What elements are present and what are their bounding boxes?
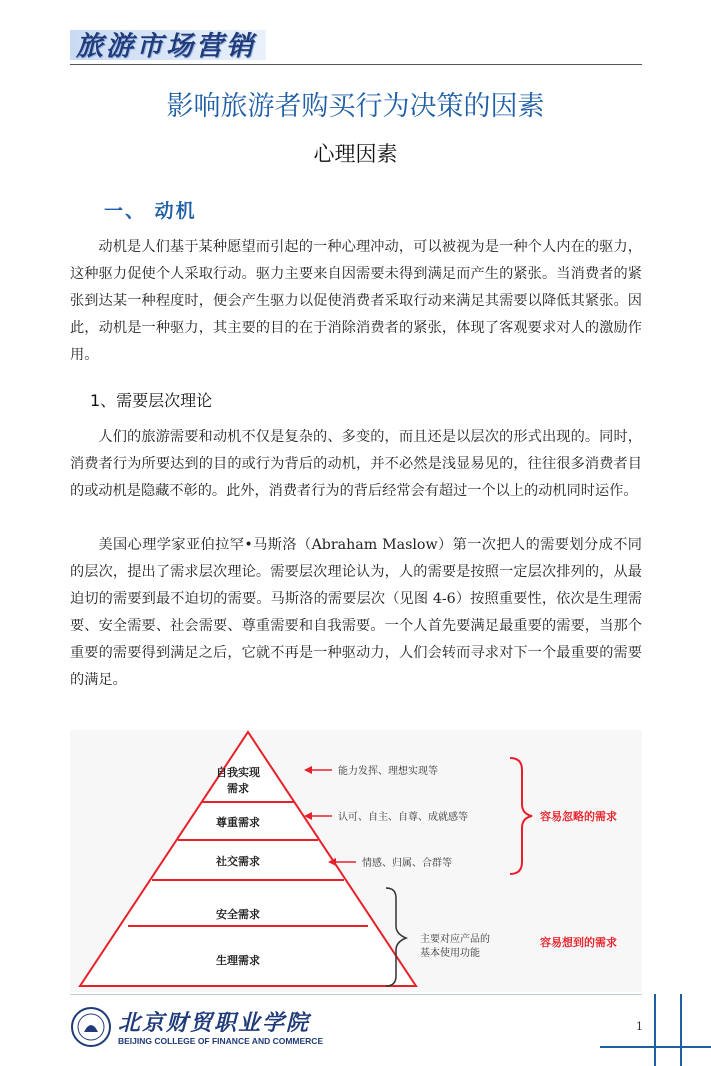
annotation-self: 能力发挥、理想实现等 (338, 766, 438, 777)
sub-heading: 1、需要层次理论 (90, 391, 213, 410)
corner-decoration (680, 994, 682, 1066)
lower-group-label: 容易想到的需求 (540, 936, 617, 949)
level-label-self-actualization-2: 需求 (227, 782, 249, 795)
level-label-self-actualization: 自我实现 (216, 766, 260, 779)
lower-note-line2: 基本使用功能 (420, 948, 480, 959)
paragraph-needs: 人们的旅游需要和动机不仅是复杂的、多变的，而且还是以层次的形式出现的。同时，消费者行为所要达到的目的或行为背后的动机，并不必然是浅显易见的，往往很多消费者目的或动机是隐藏不彰的。此外，消费者行为的背后经常会有超过一个以上的动机同时运作。 (70, 429, 642, 499)
section-heading: 一、 动机 (104, 200, 197, 222)
corner-decoration (654, 994, 656, 1066)
annotation-social: 情感、归属、合群等 (362, 858, 452, 869)
school-name-en: BEIJING COLLEGE OF FINANCE AND COMMERCE (118, 1036, 324, 1046)
header-title: 旅游市场营销 (76, 31, 256, 62)
level-label-physiological: 生理需求 (216, 954, 260, 967)
maslow-pyramid-figure (70, 730, 642, 992)
school-logo-icon (70, 1006, 112, 1048)
level-label-social: 社交需求 (216, 855, 260, 868)
level-label-safety: 安全需求 (216, 908, 260, 921)
upper-brace (510, 758, 532, 874)
arrow-head-icon (304, 766, 312, 774)
page-subtitle: 心理因素 (313, 142, 398, 166)
header-divider (70, 64, 642, 65)
annotation-esteem: 认可、自主、自尊、成就感等 (338, 812, 468, 823)
page-title: 影响旅游者购买行为决策的因素 (166, 91, 545, 122)
pyramid-diagram (70, 730, 642, 992)
paragraph-maslow: 美国心理学家亚伯拉罕•马斯洛（Abraham Maslow）第一次把人的需要划分成不同的层次，提出了需求层次理论。需要层次理论认为，人的需要是按照一定层次排列的，从最迫切的需要到最不迫切的需要。马斯洛的需要层次（见图 4-6）按照重要性，依次是生理需要、安全需要、社会需要、尊重需要和自我需要。一个人首先要满足最重要的需要，当那个重要的需要得到满足之后，它就不再是一种驱动力，人们会转而寻求对下一个最重要的需要的满足。 (70, 537, 642, 688)
upper-group-label: 容易忽略的需求 (540, 810, 617, 823)
page-number: 1 (636, 1020, 643, 1033)
footer-divider (70, 994, 642, 995)
level-label-esteem: 尊重需求 (216, 816, 260, 829)
paragraph-motivation: 动机是人们基于某种愿望而引起的一种心理冲动，可以被视为是一种个人内在的驱力，这种驱力促使个人采取行动。驱力主要来自因需要未得到满足而产生的紧张。当消费者的紧张到达某一种程度时，便会产生驱力以促使消费者采取行动来满足其需要以降低其紧张。因此，动机是一种驱力，其主要的目的在于消除消费者的紧张，体现了客观要求对人的激励作用。 (70, 239, 642, 363)
school-name: 北京财贸职业学院 (118, 1010, 311, 1036)
lower-note-line1: 主要对应产品的 (420, 934, 490, 945)
corner-decoration (600, 1046, 711, 1048)
